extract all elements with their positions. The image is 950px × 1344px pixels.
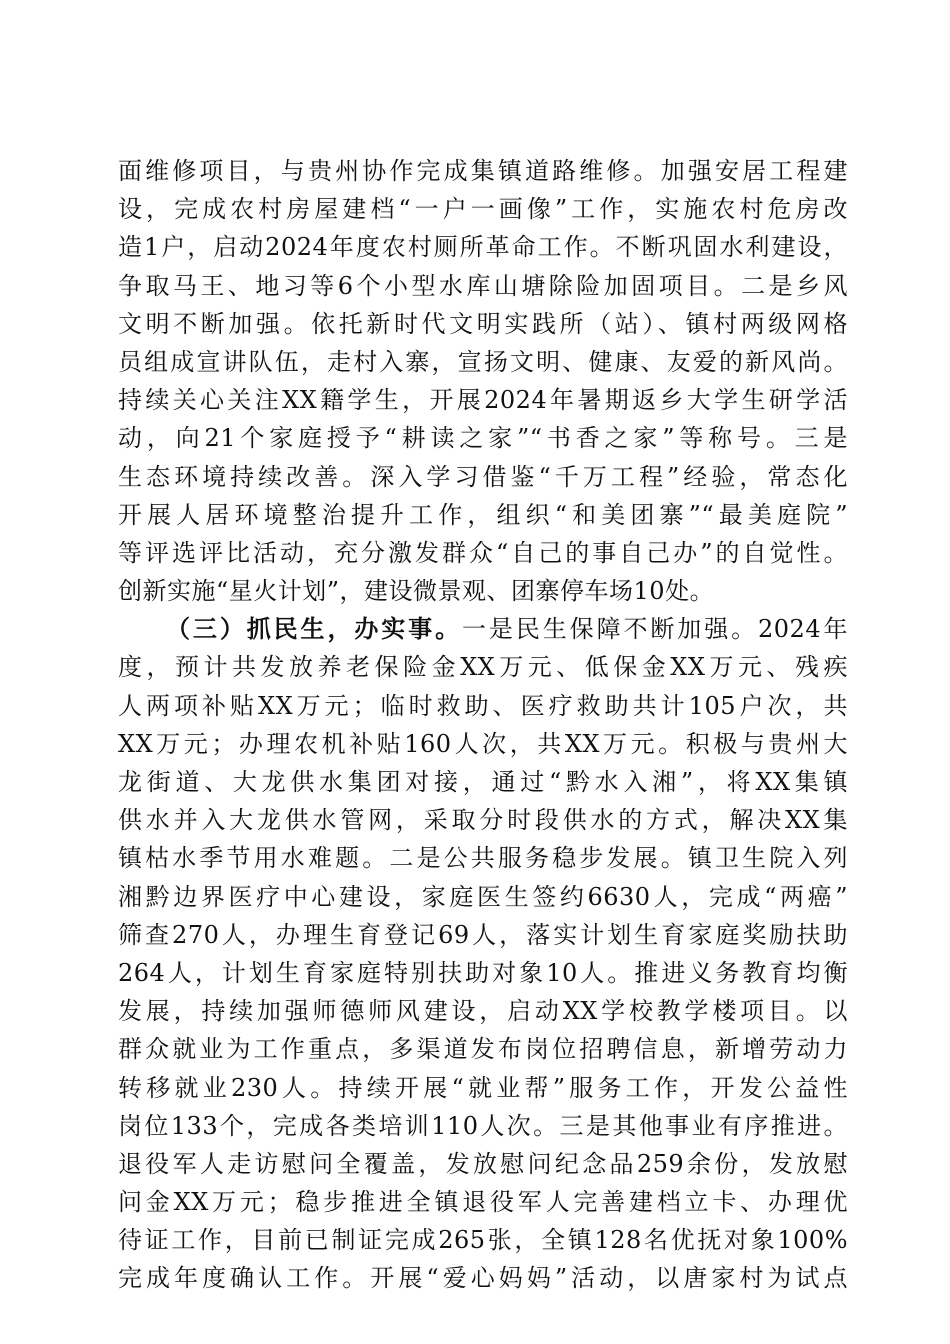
text-line: 待证工作，目前已制证完成265张，全镇128名优抚对象100% bbox=[118, 1226, 848, 1255]
text-line: 问金XX万元；稳步推进全镇退役军人完善建档立卡、办理优 bbox=[118, 1188, 848, 1217]
section-heading-line bbox=[118, 610, 848, 648]
text-line: 等评选评比活动，充分激发群众“自己的事自己办”的自觉性。 bbox=[118, 538, 848, 567]
text-line: XX万元；办理农机补贴160人次，共XX万元。积极与贵州大 bbox=[118, 729, 848, 758]
document-body bbox=[118, 152, 848, 1298]
text-line: 岗位133个，完成各类培训110人次。三是其他事业有序推进。 bbox=[118, 1111, 848, 1140]
text-line: 度，预计共发放养老保险金XX万元、低保金XX万元、残疾 bbox=[118, 653, 848, 682]
text-line: 动，向21个家庭授予“耕读之家”“书香之家”等称号。三是 bbox=[118, 424, 848, 453]
text-line: 争取马王、地习等6个小型水库山塘除险加固项目。二是乡风 bbox=[118, 271, 848, 300]
text-line: 持续关心关注XX籍学生，开展2024年暑期返乡大学生研学活 bbox=[118, 386, 848, 415]
text-line: 转移就业230人。持续开展“就业帮”服务工作，开发公益性 bbox=[118, 1073, 848, 1102]
text-line: 开展人居环境整治提升工作，组织“和美团寨”“最美庭院” bbox=[118, 500, 848, 529]
text-line-continuation: 一是民生保障不断加强。2024年 bbox=[462, 615, 849, 644]
text-line: 退役军人走访慰问全覆盖，发放慰问纪念品259余份，发放慰 bbox=[118, 1149, 848, 1178]
text-line: 面维修项目，与贵州协作完成集镇道路维修。加强安居工程建 bbox=[118, 157, 848, 185]
text-line: 造1户，启动2024年度农村厕所革命工作。不断巩固水利建设， bbox=[118, 233, 848, 262]
text-line: 设，完成农村房屋建档“一户一画像”工作，实施农村危房改 bbox=[118, 195, 848, 224]
text-line: 264人，计划生育家庭特别扶助对象10人。推进义务教育均衡 bbox=[118, 958, 848, 987]
text-line: 创新实施“星火计划”，建设微景观、团寨停车场10处。 bbox=[118, 577, 715, 606]
text-line: 筛查270人，办理生育登记69人，落实计划生育家庭奖励扶助 bbox=[118, 920, 848, 949]
text-line: 人两项补贴XX万元；临时救助、医疗救助共计105户次，共 bbox=[118, 691, 848, 720]
text-line: 完成年度确认工作。开展“爱心妈妈”活动，以唐家村为试点 bbox=[118, 1264, 848, 1293]
section-heading: （三）抓民生，办实事。 bbox=[166, 614, 463, 644]
text-line: 生态环境持续改善。深入学习借鉴“千万工程”经验，常态化 bbox=[118, 462, 848, 491]
paragraph-livelihood bbox=[118, 610, 848, 1297]
text-line: 员组成宣讲队伍，走村入寨，宣扬文明、健康、友爱的新风尚。 bbox=[118, 347, 848, 376]
paragraph-rural-construction bbox=[118, 152, 848, 610]
text-line: 群众就业为工作重点，多渠道发布岗位招聘信息，新增劳动力 bbox=[118, 1035, 848, 1064]
text-line: 发展，持续加强师德师风建设，启动XX学校教学楼项目。以 bbox=[118, 997, 848, 1026]
text-line: 龙街道、大龙供水集团对接，通过“黔水入湘”，将XX集镇 bbox=[118, 768, 848, 796]
text-line: 湘黔边界医疗中心建设，家庭医生签约6630人，完成“两癌” bbox=[118, 882, 848, 911]
text-line: 供水并入大龙供水管网，采取分时段供水的方式，解决XX集 bbox=[118, 806, 848, 835]
text-line: 镇枯水季节用水难题。二是公共服务稳步发展。镇卫生院入列 bbox=[118, 844, 848, 873]
text-line: 文明不断加强。依托新时代文明实践所（站）、镇村两级网格 bbox=[118, 309, 848, 338]
